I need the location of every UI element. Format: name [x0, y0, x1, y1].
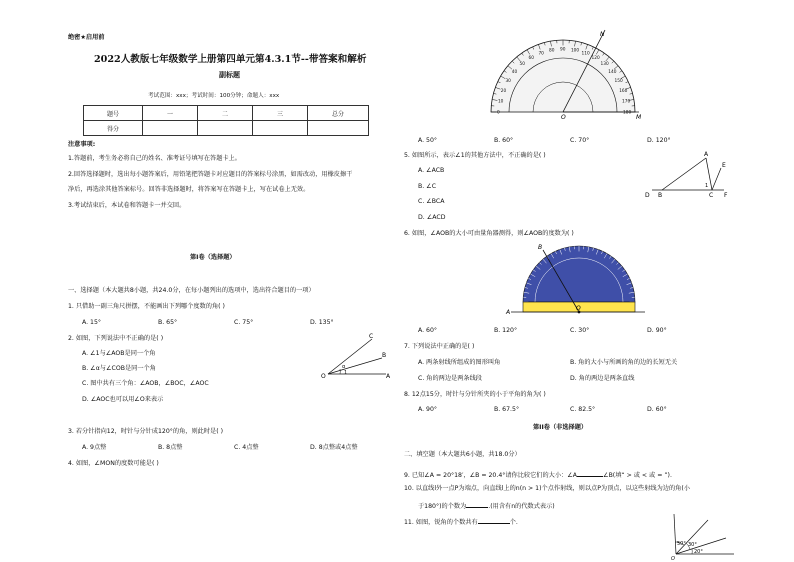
- label-o: O: [671, 556, 675, 560]
- label-o: O: [576, 305, 581, 312]
- tick-label: 140: [608, 70, 617, 76]
- q8-stem: 8. 12点15分，时针与分针所夹的小于平角的角为( ): [404, 391, 546, 398]
- tick-label: 10: [497, 99, 504, 105]
- tick-label: 110: [581, 51, 590, 57]
- line-ba: [662, 158, 709, 190]
- score-cell: 得分: [84, 121, 143, 136]
- tick-label: 0: [497, 110, 500, 116]
- score-cell: [198, 121, 253, 136]
- q10-line1: 10. 以直线l外一点P为端点，向直线l上的n(n > 1)个点作射线，则以点P为顶点，以这些射线为边的角(小: [404, 485, 690, 492]
- q7-stem: 7. 下列说法中正确的是( ): [404, 343, 475, 350]
- ray-ob: [328, 358, 382, 374]
- q6-option-d: D. 90°: [647, 327, 667, 334]
- label-20: 20°: [694, 549, 703, 555]
- q3-stem: 3. 若分针指向12，时针与分针成120°的角，则此时是( ): [68, 428, 224, 435]
- q3-option-b: B. 8点整: [158, 444, 183, 451]
- label-n: N: [600, 31, 605, 38]
- secret-mark: 绝密★启用前: [68, 34, 105, 41]
- label-a: A: [386, 373, 391, 380]
- q9-text-post: ∠B(填“ > 或 < 或 = ”).: [603, 472, 672, 479]
- label-c: C: [709, 192, 714, 199]
- label-e: E: [722, 162, 726, 169]
- exam-info: 考试范围：xxx；考试时间：100分钟；命题人：xxx: [148, 93, 280, 99]
- score-cell: 二: [198, 106, 253, 121]
- q11-text-pre: 11. 如图，锐角的个数共有: [404, 519, 478, 526]
- tick-label: 100: [570, 48, 580, 54]
- label-30: 30°: [688, 542, 697, 548]
- q8-option-c: C. 82.5°: [570, 406, 596, 413]
- q3-option-d: D. 8点整或4点整: [310, 444, 358, 451]
- tick-label: 20: [500, 88, 507, 94]
- q5-stem: 5. 如图所示，表示∠1的其他方法中，不正确的是( ): [404, 152, 546, 159]
- q5-option-a: A. ∠ACB: [418, 167, 445, 174]
- q4-option-d: D. 120°: [647, 137, 671, 144]
- q5-option-c: C. ∠BCA: [418, 198, 445, 205]
- notice-item: 1.答题前，考生务必将自己的姓名、准考证号填写在答题卡上。: [68, 155, 241, 162]
- part1-title: 第I卷（选择题）: [190, 254, 236, 261]
- label-alpha: α: [342, 364, 346, 370]
- tick-label: 160: [619, 88, 628, 94]
- label-o: O: [321, 373, 326, 380]
- q7-option-b: B. 角的大小与所画的角的边的长短无关: [570, 359, 678, 366]
- label-b: B: [538, 244, 543, 251]
- label-m: M: [636, 114, 642, 120]
- score-cell: [143, 121, 198, 136]
- notice-item: 3.考试结束后，本试卷和答题卡一并交回。: [68, 202, 186, 209]
- label-o: O: [561, 114, 566, 120]
- q1-option-a: A. 15°: [82, 319, 102, 326]
- tick-label: 60: [528, 55, 534, 61]
- protractor-body: [523, 246, 635, 302]
- q6-stem: 6. 如图，∠AOB的大小可由量角器测得，则∠AOB的度数为( ): [404, 230, 574, 237]
- notice-title: 注意事项:: [68, 141, 96, 148]
- tick-label: 170: [622, 99, 631, 105]
- exam-title: 2022人教版七年级数学上册第四单元第4.3.1节--带答案和解析: [94, 54, 367, 65]
- tick-label: 120: [591, 55, 600, 61]
- q6-protractor-figure: [505, 240, 655, 316]
- q8-option-b: B. 67.5°: [494, 406, 520, 413]
- score-cell: 三: [253, 106, 308, 121]
- tick-label: 70: [538, 51, 544, 57]
- notice-item: 净后，再选涂其他答案标号。回答非选择题时，将答案写在答题卡上，写在试卷上无效。: [68, 186, 310, 193]
- label-a: A: [506, 309, 511, 316]
- q5-option-b: B. ∠C: [418, 183, 437, 190]
- q1-stem: 1. 只借助一副三角尺拼摆，不能画出下列哪个度数的角( ): [68, 303, 225, 310]
- ray-oc: [328, 339, 372, 374]
- q9-text-pre: 9. 已知∠A = 20°18′，∠B = 20.4°请你比较它们的大小：∠A: [404, 472, 578, 479]
- q2-figure: [320, 330, 392, 380]
- label-1: 1: [344, 370, 348, 376]
- q3-option-a: A. 9点整: [82, 444, 107, 451]
- score-cell: 总分: [308, 106, 369, 121]
- section2-header: 二、填空题（本大题共6小题，共18.0分）: [404, 451, 521, 458]
- score-table: [83, 105, 369, 136]
- q2-option-c: C. 图中共有三个角：∠AOB，∠BOC，∠AOC: [82, 380, 209, 387]
- exam-subtitle: 副标题: [219, 71, 240, 79]
- part2-title: 第II卷（非选择题）: [533, 424, 588, 431]
- q7-option-a: A. 两条射线所组成的图形叫角: [418, 359, 501, 366]
- q6-option-c: C. 30°: [570, 327, 590, 334]
- q11-figure: [664, 512, 736, 560]
- label-a: A: [704, 151, 709, 158]
- q3-option-c: C. 4点整: [234, 444, 259, 451]
- q2-option-a: A. ∠1与∠AOB是同一个角: [82, 350, 156, 357]
- tick-label: 30: [505, 79, 511, 84]
- label-b: B: [658, 192, 663, 199]
- q4-option-a: A. 50°: [418, 137, 438, 144]
- q10-answer-blank[interactable]: [466, 500, 488, 508]
- q4-option-c: C. 70°: [570, 137, 590, 144]
- q6-option-b: B. 120°: [494, 327, 518, 334]
- q8-option-a: A. 90°: [418, 406, 438, 413]
- label-1: 1: [705, 183, 709, 189]
- label-d: D: [645, 192, 650, 199]
- q1-option-d: D. 135°: [310, 319, 334, 326]
- q7-option-c: C. 角的两边是两条线段: [418, 375, 482, 382]
- q9-line: [404, 469, 672, 480]
- q9-answer-blank[interactable]: [577, 469, 603, 477]
- q2-stem: 2. 如图，下列说法中不正确的是( ): [68, 335, 164, 342]
- q2-option-d: D. ∠AOC也可以用∠O来表示: [82, 396, 164, 403]
- line-ce: [712, 168, 721, 190]
- tick-label: 180: [623, 110, 632, 116]
- tick-label: 90: [560, 47, 566, 53]
- label-b: B: [382, 352, 387, 359]
- score-cell: 一: [143, 106, 198, 121]
- q1-option-b: B. 65°: [158, 319, 178, 326]
- q4-stem: 4. 如图，∠MON的度数可能是( ): [68, 460, 159, 467]
- q7-option-d: D. 角的两边是两条直线: [570, 375, 635, 382]
- tick-label: 130: [600, 62, 609, 68]
- q10-text-pre: 于180°)的个数为: [418, 503, 467, 510]
- q4-option-b: B. 60°: [494, 137, 514, 144]
- tick-label: 50: [519, 62, 525, 68]
- score-cell: [253, 121, 308, 136]
- q8-option-d: D. 60°: [647, 406, 667, 413]
- label-c: C: [369, 333, 374, 340]
- tick-label: 40: [511, 70, 518, 76]
- section1-header: 一、选择题（本大题共8小题，共24.0分，在每小题列出的选项中，选出符合题目的一项）: [68, 287, 315, 294]
- q5-figure: [644, 148, 734, 200]
- q11-text-post: 个.: [509, 519, 518, 526]
- score-cell: 题号: [84, 106, 143, 121]
- q1-option-c: C. 75°: [234, 319, 254, 326]
- q11-line: [404, 516, 518, 527]
- tick-label: 80: [549, 48, 555, 54]
- q10-text-post: .(用含有n的代数式表示): [488, 503, 555, 510]
- score-cell: [308, 121, 369, 136]
- tick-label: 150: [614, 79, 623, 84]
- q10-line2: [418, 500, 555, 511]
- ray-2: [674, 514, 676, 554]
- q2-option-b: B. ∠α与∠COB是同一个角: [82, 365, 156, 372]
- q11-answer-blank[interactable]: [478, 516, 510, 524]
- label-f: F: [724, 192, 728, 199]
- q5-option-d: D. ∠ACD: [418, 214, 446, 221]
- q4-protractor-figure: [485, 28, 647, 120]
- label-50: 50°: [677, 541, 686, 547]
- q6-option-a: A. 60°: [418, 327, 438, 334]
- notice-item: 2.回答选择题时，选出每小题答案后，用铅笔把答题卡对应题目的答案标号涂黑，如需改动，用橡皮擦干: [68, 171, 353, 178]
